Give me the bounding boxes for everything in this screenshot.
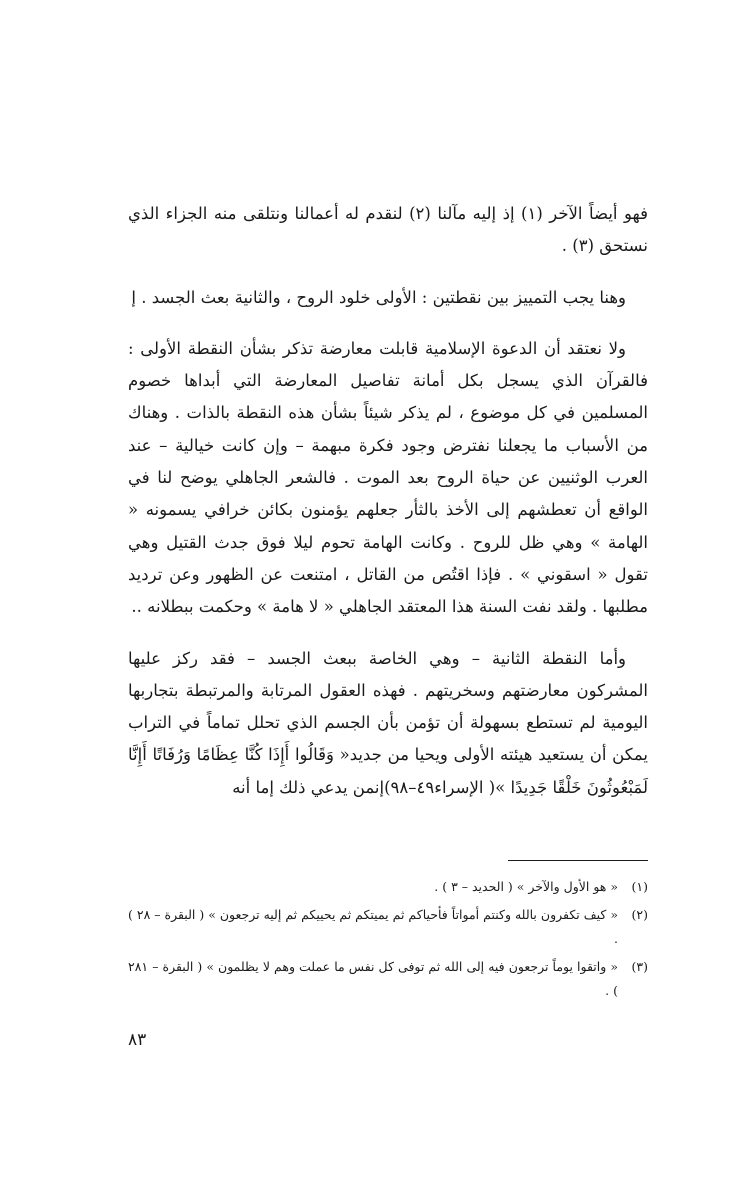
footnote-number: (٢) — [631, 907, 648, 922]
footnote-2 — [128, 903, 648, 951]
paragraph-1: فهو أيضاً الآخر (١) إذ إليه مآلنا (٢) لنقدم له أعمالنا ونتلقى منه الجزاء الذي نستحق (٣) . — [128, 204, 648, 256]
footnote-divider — [508, 860, 648, 861]
footnote-1 — [128, 875, 648, 899]
footnote-number: (٣) — [631, 959, 648, 974]
main-text — [128, 198, 648, 823]
paragraph-3: ولا نعتقد أن الدعوة الإسلامية قابلت معارضة تذكر بشأن النقطة الأولى : فالقرآن الذي يسجل بكل أمانة تفاصيل المعارضة التي أبداها خصوم المسلمين في كل موضوع ، لم يذكر شيئاً بشأن هذه النقطة بالذات . وهناك من الأسباب ما يجعلنا نفترض وجود فكرة مبهمة – وإن كانت خيالية – عند العرب الوثنيين عن حياة الروح بعد الموت . فالشعر الجاهلي يوضح لنا في الواقع أن تعطشهم إلى الأخذ بالثأر جعلهم يؤمنون بكائن خرافي يسمونه « الهامة » وهي ظل للروح . وكانت الهامة تحوم ليلا فوق جدث القتيل وهي تقول « اسقوني » . فإذا اقتُص من القاتل ، امتنعت عن الظهور وعن ترديد مطلبها . ولقد نفت السنة هذا المعتقد الجاهلي « لا هامة » وحكمت ببطلانه .. — [128, 338, 648, 617]
footnote-text: « هو الأول والآخر » ( الحديد – ٣ ) . — [434, 879, 618, 894]
paragraph-2: وهنا يجب التمييز بين نقطتين : الأولى خلود الروح ، والثانية بعث الجسد . إ — [131, 287, 626, 307]
footnote-3 — [128, 955, 648, 1003]
paragraph-4: وأما النقطة الثانية – وهي الخاصة ببعث الجسد – فقد ركز عليها المشركون معارضتهم وسخريتهم . فهذه العقول المرتابة والمرتبطة بتجاربها اليومية لم تستطع بسهولة أن تؤمن بأن الجسم الذي تحلل تماماً في التراب يمكن أن يستعيد هيئته الأولى ويحيا من جديد« وَقَالُوا أَإِذَا كُنَّا عِظَامًا وَرُفَاتًا أَإِنَّا لَمَبْعُوثُونَ خَلْقًا جَدِيدًا »( الإسراء٤٩–٩٨)إنمن يدعي ذلك إما أنه — [128, 648, 648, 797]
footnotes — [128, 875, 648, 1007]
footnote-text: « واتقوا يوماً ترجعون فيه إلى الله ثم توفى كل نفس ما عملت وهم لا يظلمون » ( البقرة – ٢٨١ ) . — [128, 959, 618, 998]
page-number: ٨٣ — [128, 1030, 147, 1050]
footnote-text: « كيف تكفرون بالله وكنتم أمواتاً فأحياكم ثم يميتكم ثم يحييكم ثم إليه ترجعون » ( البقرة – ٢٨ ) . — [128, 907, 618, 946]
footnote-number: (١) — [631, 879, 648, 894]
